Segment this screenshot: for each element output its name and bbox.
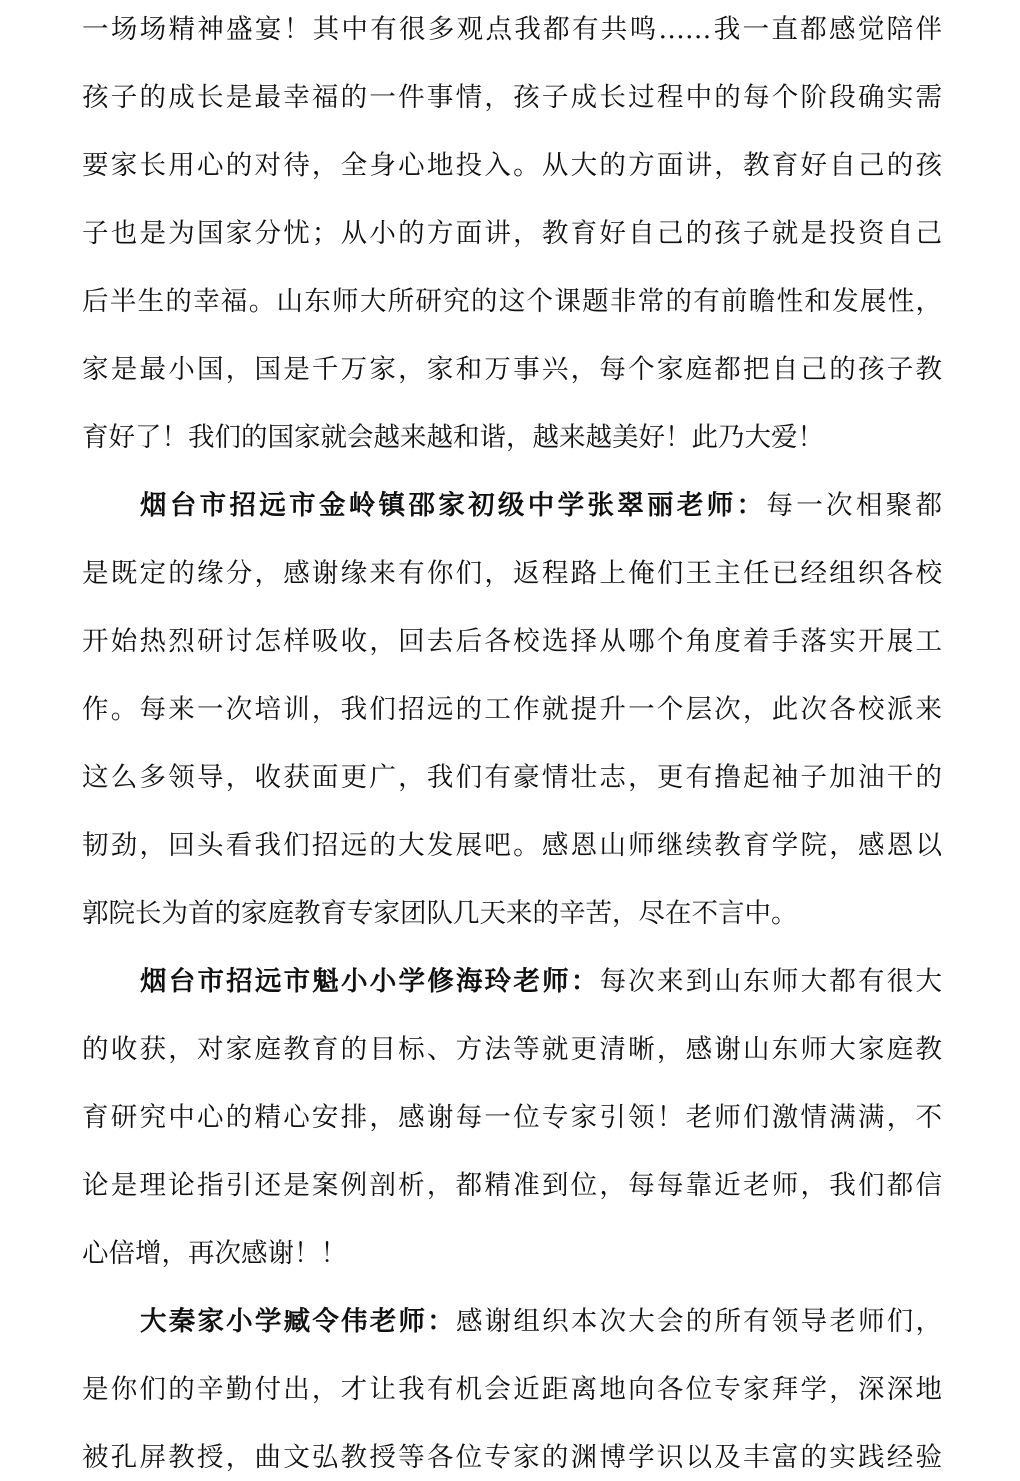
paragraph-3-line-1 xyxy=(140,959,942,1005)
paragraph-2-line-7: 郭院长为首的家庭教育专家团队几天来的辛苦，尽在不言中。 xyxy=(82,898,798,929)
paragraph-1-line-2: 孩子的成长是最幸福的一件事情，孩子成长过程中的每个阶段确实需 xyxy=(82,82,942,113)
paragraph-2-line-1 xyxy=(140,483,942,529)
paragraph-2-first-line-text: 每一次相聚都 xyxy=(766,490,943,521)
paragraph-4-line-1 xyxy=(140,1299,942,1345)
paragraph-3-line-3: 育研究中心的精心安排，感谢每一位专家引领！老师们激情满满，不 xyxy=(82,1102,942,1133)
paragraph-1-line-3: 要家长用心的对待，全身心地投入。从大的方面讲，教育好自己的孩 xyxy=(82,150,942,181)
paragraph-2-line-4: 作。每来一次培训，我们招远的工作就提升一个层次，此次各校派来 xyxy=(82,694,942,725)
paragraph-1-line-6: 家是最小国，国是千万家，家和万事兴，每个家庭都把自己的孩子教 xyxy=(82,354,942,385)
paragraph-1-line-4: 子也是为国家分忧；从小的方面讲，教育好自己的孩子就是投资自己 xyxy=(82,218,942,249)
paragraph-3-line-2: 的收获，对家庭教育的目标、方法等就更清晰，感谢山东师大家庭教 xyxy=(82,1034,942,1065)
paragraph-2-line-2: 是既定的缘分，感谢缘来有你们，返程路上俺们王主任已经组织各校 xyxy=(82,558,942,589)
paragraph-2-line-5: 这么多领导，收获面更广，我们有豪情壮志，更有撸起袖子加油干的 xyxy=(82,762,942,793)
speaker-name: 烟台市招远市魁小小学修海玲老师： xyxy=(140,966,600,997)
paragraph-1-line-1: 一场场精神盛宴！其中有很多观点我都有共鸣……我一直都感觉陪伴 xyxy=(82,14,942,45)
paragraph-4-first-line-text: 感谢组织本次大会的所有领导老师们， xyxy=(455,1306,943,1337)
speaker-name: 烟台市招远市金岭镇邵家初级中学张翠丽老师： xyxy=(140,490,767,521)
paragraph-3-line-4: 论是理论指引还是案例剖析，都精准到位，每每靠近老师，我们都信 xyxy=(82,1170,942,1201)
paragraph-2-line-6: 韧劲，回头看我们招远的大发展吧。感恩山师继续教育学院，感恩以 xyxy=(82,830,942,861)
speaker-name: 大秦家小学臧令伟老师： xyxy=(140,1306,456,1337)
paragraph-2-line-3: 开始热烈研讨怎样吸收，回去后各校选择从哪个角度着手落实开展工 xyxy=(82,626,942,657)
paragraph-1-line-7: 育好了！我们的国家就会越来越和谐，越来越美好！此乃大爱！ xyxy=(82,422,824,453)
paragraph-3-first-line-text: 每次来到山东师大都有很大 xyxy=(599,966,943,997)
paragraph-1-line-5: 后半生的幸福。山东师大所研究的这个课题非常的有前瞻性和发展性， xyxy=(82,286,942,317)
paragraph-4-line-3: 被孔屏教授，曲文弘教授等各位专家的渊博学识以及丰富的实践经验 xyxy=(82,1442,942,1473)
paragraph-4-line-2: 是你们的辛勤付出，才让我有机会近距离地向各位专家拜学，深深地 xyxy=(82,1374,942,1405)
paragraph-3-line-5: 心倍增，再次感谢！！ xyxy=(82,1238,347,1269)
